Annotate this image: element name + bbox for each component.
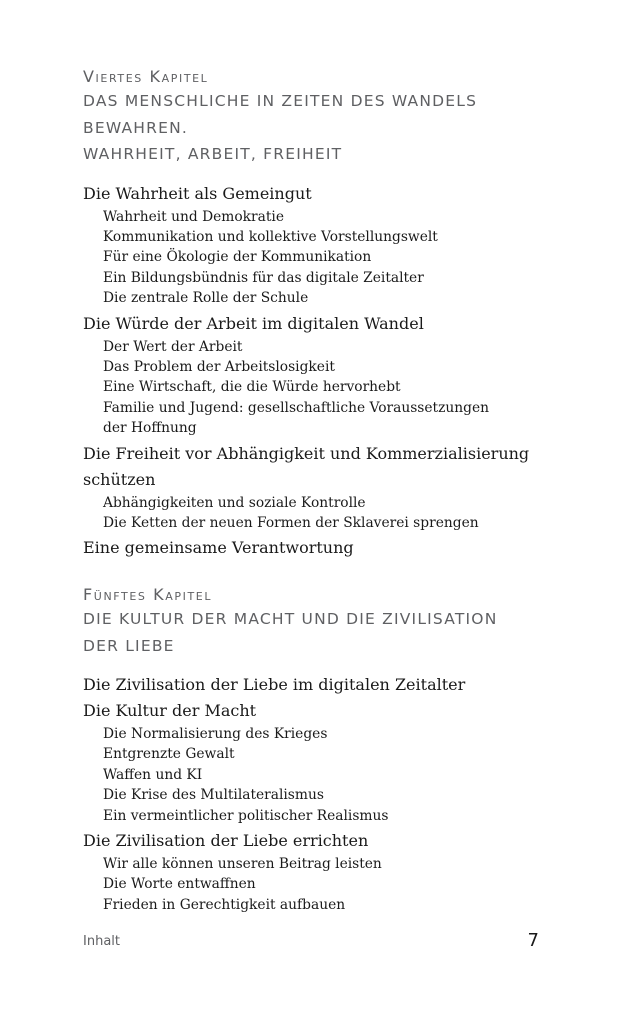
toc-subsection: Die Ketten der neuen Formen der Sklaverei sprengen bbox=[103, 514, 479, 531]
toc-subsection-list bbox=[83, 493, 543, 534]
toc-section: Die Freiheit vor Abhängigkeit und Kommerzialisierung bbox=[83, 443, 530, 463]
toc-subsection: Für eine Ökologie der Kommunikation bbox=[103, 249, 372, 266]
running-footer-label: Inhalt bbox=[83, 934, 120, 949]
toc-subsection: Die Normalisierung des Krieges bbox=[103, 726, 328, 742]
toc-subsection-list bbox=[83, 207, 543, 309]
toc-subsection-list bbox=[83, 854, 543, 915]
chapter-title-line: DIE KULTUR DER MACHT UND DIE ZIVILISATION bbox=[83, 610, 498, 628]
chapter-label: Fünftes Kapitel bbox=[83, 585, 213, 604]
toc-section: Die Wahrheit als Gemeingut bbox=[83, 183, 312, 203]
chapter-title-line: DER LIEBE bbox=[83, 636, 175, 655]
toc-subsection: Kommunikation und kollektive Vorstellungswelt bbox=[103, 228, 438, 245]
toc-section-continued: schützen bbox=[83, 469, 156, 489]
page-number: 7 bbox=[527, 930, 539, 951]
chapter-block bbox=[83, 584, 543, 917]
toc-subsection: Familie und Jugend: gesellschaftliche Voraussetzungen bbox=[103, 399, 490, 416]
toc-subsection: Wahrheit und Demokratie bbox=[103, 208, 284, 225]
toc-section: Die Zivilisation der Liebe im digitalen Zeitalter bbox=[83, 675, 466, 694]
chapter-title-line: BEWAHREN. bbox=[83, 118, 189, 137]
toc-subsection: der Hoffnung bbox=[103, 420, 197, 437]
toc-subsection: Die Krise des Multilateralismus bbox=[103, 787, 324, 804]
toc-subsection: Ein vermeintlicher politischer Realismus bbox=[103, 807, 389, 824]
toc-subsection-list bbox=[83, 724, 543, 826]
toc-subsection: Ein Bildungsbündnis für das digitale Zeitalter bbox=[103, 269, 424, 286]
toc-section: Die Würde der Arbeit im digitalen Wandel bbox=[83, 313, 424, 333]
toc-subsection: Eine Wirtschaft, die die Würde hervorhebt bbox=[103, 379, 401, 396]
toc-subsection: Der Wert der Arbeit bbox=[103, 338, 243, 355]
chapter-label: Viertes Kapitel bbox=[83, 67, 209, 86]
toc-subsection: Das Problem der Arbeitslosigkeit bbox=[103, 358, 335, 375]
toc-subsection: Waffen und KI bbox=[103, 766, 203, 783]
chapter-title-line: WAHRHEIT, ARBEIT, FREIHEIT bbox=[83, 145, 343, 163]
toc-section: Die Zivilisation der Liebe errichten bbox=[83, 831, 369, 851]
toc-subsection: Abhängigkeiten und soziale Kontrolle bbox=[103, 494, 366, 511]
toc-entries bbox=[83, 672, 543, 915]
toc-section: Eine gemeinsame Verantwortung bbox=[83, 538, 354, 558]
chapter-title-line: DAS MENSCHLICHE IN ZEITEN DES WANDELS bbox=[83, 92, 478, 110]
toc-subsection-list bbox=[83, 337, 543, 439]
toc-subsection: Entgrenzte Gewalt bbox=[103, 746, 235, 763]
toc-section: Die Kultur der Macht bbox=[83, 701, 257, 720]
toc-subsection: Die zentrale Rolle der Schule bbox=[103, 290, 309, 307]
chapter-block bbox=[83, 66, 543, 561]
toc-subsection: Die Worte entwaffnen bbox=[103, 876, 256, 893]
toc-subsection: Frieden in Gerechtigkeit aufbauen bbox=[103, 896, 346, 913]
toc-entries bbox=[83, 181, 543, 562]
toc-subsection: Wir alle können unseren Beitrag leisten bbox=[103, 856, 382, 873]
